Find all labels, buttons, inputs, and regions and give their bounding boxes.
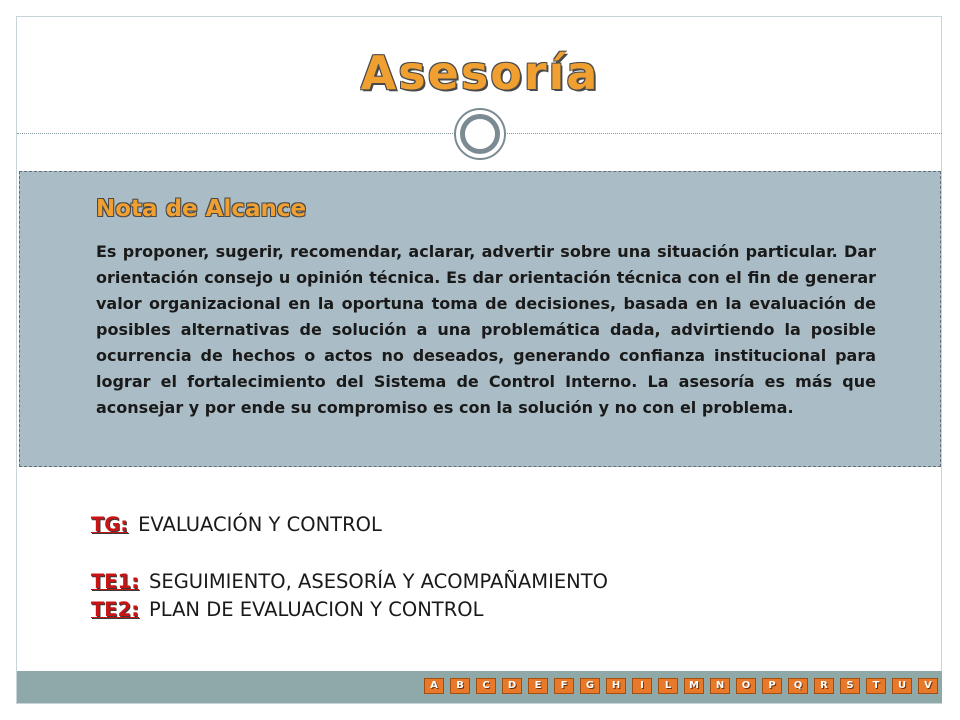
alphabet-nav-button[interactable]: B: [450, 678, 470, 694]
term-te1: [91, 570, 608, 593]
circle-ornament-inner: [460, 114, 500, 154]
term-tg-code: TG:: [91, 513, 129, 536]
term-te2-value: PLAN DE EVALUACION Y CONTROL: [149, 598, 484, 621]
circle-ornament-icon: [454, 108, 506, 160]
alphabet-nav-button[interactable]: G: [580, 678, 600, 694]
alphabet-nav-button[interactable]: Q: [788, 678, 808, 694]
alphabet-nav-button[interactable]: O: [736, 678, 756, 694]
alphabet-nav-button[interactable]: N: [710, 678, 730, 694]
alphabet-nav-button[interactable]: M: [684, 678, 704, 694]
alphabet-nav-button[interactable]: R: [814, 678, 834, 694]
alphabet-nav-button[interactable]: L: [658, 678, 678, 694]
alphabet-nav-button[interactable]: H: [606, 678, 626, 694]
alphabet-nav: [424, 678, 938, 694]
divider-left: [17, 133, 453, 134]
alphabet-nav-button[interactable]: S: [840, 678, 860, 694]
alphabet-nav-button[interactable]: V: [918, 678, 938, 694]
term-te1-value: SEGUIMIENTO, ASESORÍA Y ACOMPAÑAMIENTO: [149, 570, 608, 593]
term-tg: [91, 513, 382, 536]
alphabet-nav-button[interactable]: U: [892, 678, 912, 694]
term-te1-code: TE1:: [91, 570, 139, 593]
alphabet-nav-button[interactable]: D: [502, 678, 522, 694]
term-te2-code: TE2:: [91, 598, 139, 621]
alphabet-nav-button[interactable]: F: [554, 678, 574, 694]
term-tg-value: EVALUACIÓN Y CONTROL: [138, 513, 382, 536]
alphabet-nav-button[interactable]: P: [762, 678, 782, 694]
page-title: Asesoría: [360, 46, 600, 100]
term-te2: [91, 598, 483, 621]
alphabet-nav-button[interactable]: I: [632, 678, 652, 694]
alphabet-nav-button[interactable]: A: [424, 678, 444, 694]
alphabet-nav-button[interactable]: T: [866, 678, 886, 694]
alphabet-nav-button[interactable]: E: [528, 678, 548, 694]
divider-right: [507, 133, 942, 134]
scope-note-text: Es proponer, sugerir, recomendar, aclarar, advertir sobre una situación particular. Dar orientación consejo u opinión técnica. Es dar orientación técnica con el fin de generar valor organizacional en la oportuna toma de decisiones, basada en la evaluación de posibles alternativas de solución a una problemática dada, advirtiendo la posible ocurrencia de hechos o actos no deseados, generando confianza institucional para lograr el fortalecimiento del Sistema de Control Interno. La asesoría es más que aconsejar y por ende su compromiso es con la solución y no con el problema.: [96, 242, 876, 417]
alphabet-nav-button[interactable]: C: [476, 678, 496, 694]
scope-note-heading: Nota de Alcance: [96, 196, 307, 222]
